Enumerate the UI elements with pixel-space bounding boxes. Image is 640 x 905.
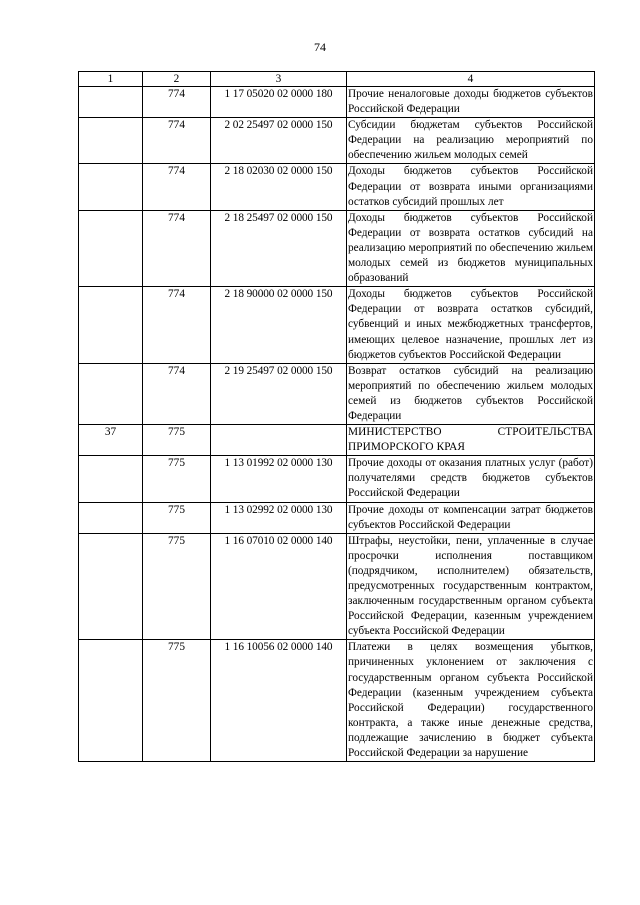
- column-header-4: 4: [347, 72, 595, 87]
- revenue-description: Штрафы, неустойки, пени, уплаченные в случае просрочки исполнения поставщиком (подрядчиком, исполнителем) обязательств, предусмотренных государственным контрактом, заключенным государственным органом субъекта Российской Федерации, казенным учреждением субъекта Российской Федерации: [347, 533, 595, 640]
- revenue-code: 1 17 05020 02 0000 180: [211, 87, 347, 118]
- revenue-code: 2 19 25497 02 0000 150: [211, 363, 347, 424]
- admin-code: 774: [143, 87, 211, 118]
- table-row: [79, 456, 595, 502]
- revenue-description: Прочие доходы от компенсации затрат бюджетов субъектов Российской Федерации: [347, 502, 595, 533]
- revenue-codes-table: [78, 71, 595, 762]
- revenue-code: 2 02 25497 02 0000 150: [211, 118, 347, 164]
- revenue-code: 1 16 07010 02 0000 140: [211, 533, 347, 640]
- revenue-code: [211, 425, 347, 456]
- row-number: [79, 210, 143, 286]
- table-row: [79, 118, 595, 164]
- revenue-code: 1 13 02992 02 0000 130: [211, 502, 347, 533]
- table-row: [79, 210, 595, 286]
- row-number: [79, 118, 143, 164]
- revenue-description: Прочие неналоговые доходы бюджетов субъектов Российской Федерации: [347, 87, 595, 118]
- table-row: [79, 87, 595, 118]
- admin-code: 774: [143, 118, 211, 164]
- table-row: [79, 164, 595, 210]
- table-row: [79, 640, 595, 762]
- revenue-description: Субсидии бюджетам субъектов Российской Федерации на реализацию мероприятий по обеспечению жильем молодых семей: [347, 118, 595, 164]
- row-number: [79, 164, 143, 210]
- revenue-description: Прочие доходы от оказания платных услуг (работ) получателями средств бюджетов субъектов Российской Федерации: [347, 456, 595, 502]
- admin-code: 775: [143, 640, 211, 762]
- table-header-row: [79, 72, 595, 87]
- column-header-3: 3: [211, 72, 347, 87]
- page-number: 74: [314, 40, 326, 54]
- admin-code: 775: [143, 425, 211, 456]
- table-row: [79, 287, 595, 363]
- column-header-1: 1: [79, 72, 143, 87]
- row-number: [79, 363, 143, 424]
- table-row: [79, 363, 595, 424]
- row-number: [79, 533, 143, 640]
- column-header-2: 2: [143, 72, 211, 87]
- admin-code: 775: [143, 456, 211, 502]
- table-row: [79, 533, 595, 640]
- revenue-description: Платежи в целях возмещения убытков, причиненных уклонением от заключения с государственным органом субъекта Российской Федерации (казенным учреждением субъекта Российской Федерации) государственного контракта, а также иные денежные средства, подлежащие зачислению в бюджет субъекта Российской Федерации за нарушение: [347, 640, 595, 762]
- revenue-code: 2 18 25497 02 0000 150: [211, 210, 347, 286]
- revenue-description: Доходы бюджетов субъектов Российской Федерации от возврата иными организациями остатков субсидий прошлых лет: [347, 164, 595, 210]
- row-number: [79, 287, 143, 363]
- row-number: 37: [79, 425, 143, 456]
- revenue-code: 2 18 02030 02 0000 150: [211, 164, 347, 210]
- row-number: [79, 456, 143, 502]
- admin-code: 774: [143, 164, 211, 210]
- revenue-code: 2 18 90000 02 0000 150: [211, 287, 347, 363]
- revenue-code: 1 13 01992 02 0000 130: [211, 456, 347, 502]
- admin-code: 774: [143, 287, 211, 363]
- row-number: [79, 87, 143, 118]
- row-number: [79, 640, 143, 762]
- revenue-code: 1 16 10056 02 0000 140: [211, 640, 347, 762]
- table-row-ministry: [79, 425, 595, 456]
- revenue-description: Доходы бюджетов субъектов Российской Федерации от возврата остатков субсидий, субвенций и иных межбюджетных трансфертов, имеющих целевое назначение, прошлых лет из бюджетов субъектов Российской Федерации: [347, 287, 595, 363]
- admin-code: 775: [143, 502, 211, 533]
- revenue-description: Возврат остатков субсидий на реализацию мероприятий по обеспечению жильем молодых семей из бюджетов субъектов Российской Федерации: [347, 363, 595, 424]
- ministry-name: МИНИСТЕРСТВО СТРОИТЕЛЬСТВА ПРИМОРСКОГО КРАЯ: [347, 425, 595, 456]
- table-row: [79, 502, 595, 533]
- admin-code: 774: [143, 363, 211, 424]
- revenue-description: Доходы бюджетов субъектов Российской Федерации от возврата остатков субсидий на реализацию мероприятий по обеспечению жильем молодых семей из бюджетов муниципальных образований: [347, 210, 595, 286]
- row-number: [79, 502, 143, 533]
- admin-code: 774: [143, 210, 211, 286]
- admin-code: 775: [143, 533, 211, 640]
